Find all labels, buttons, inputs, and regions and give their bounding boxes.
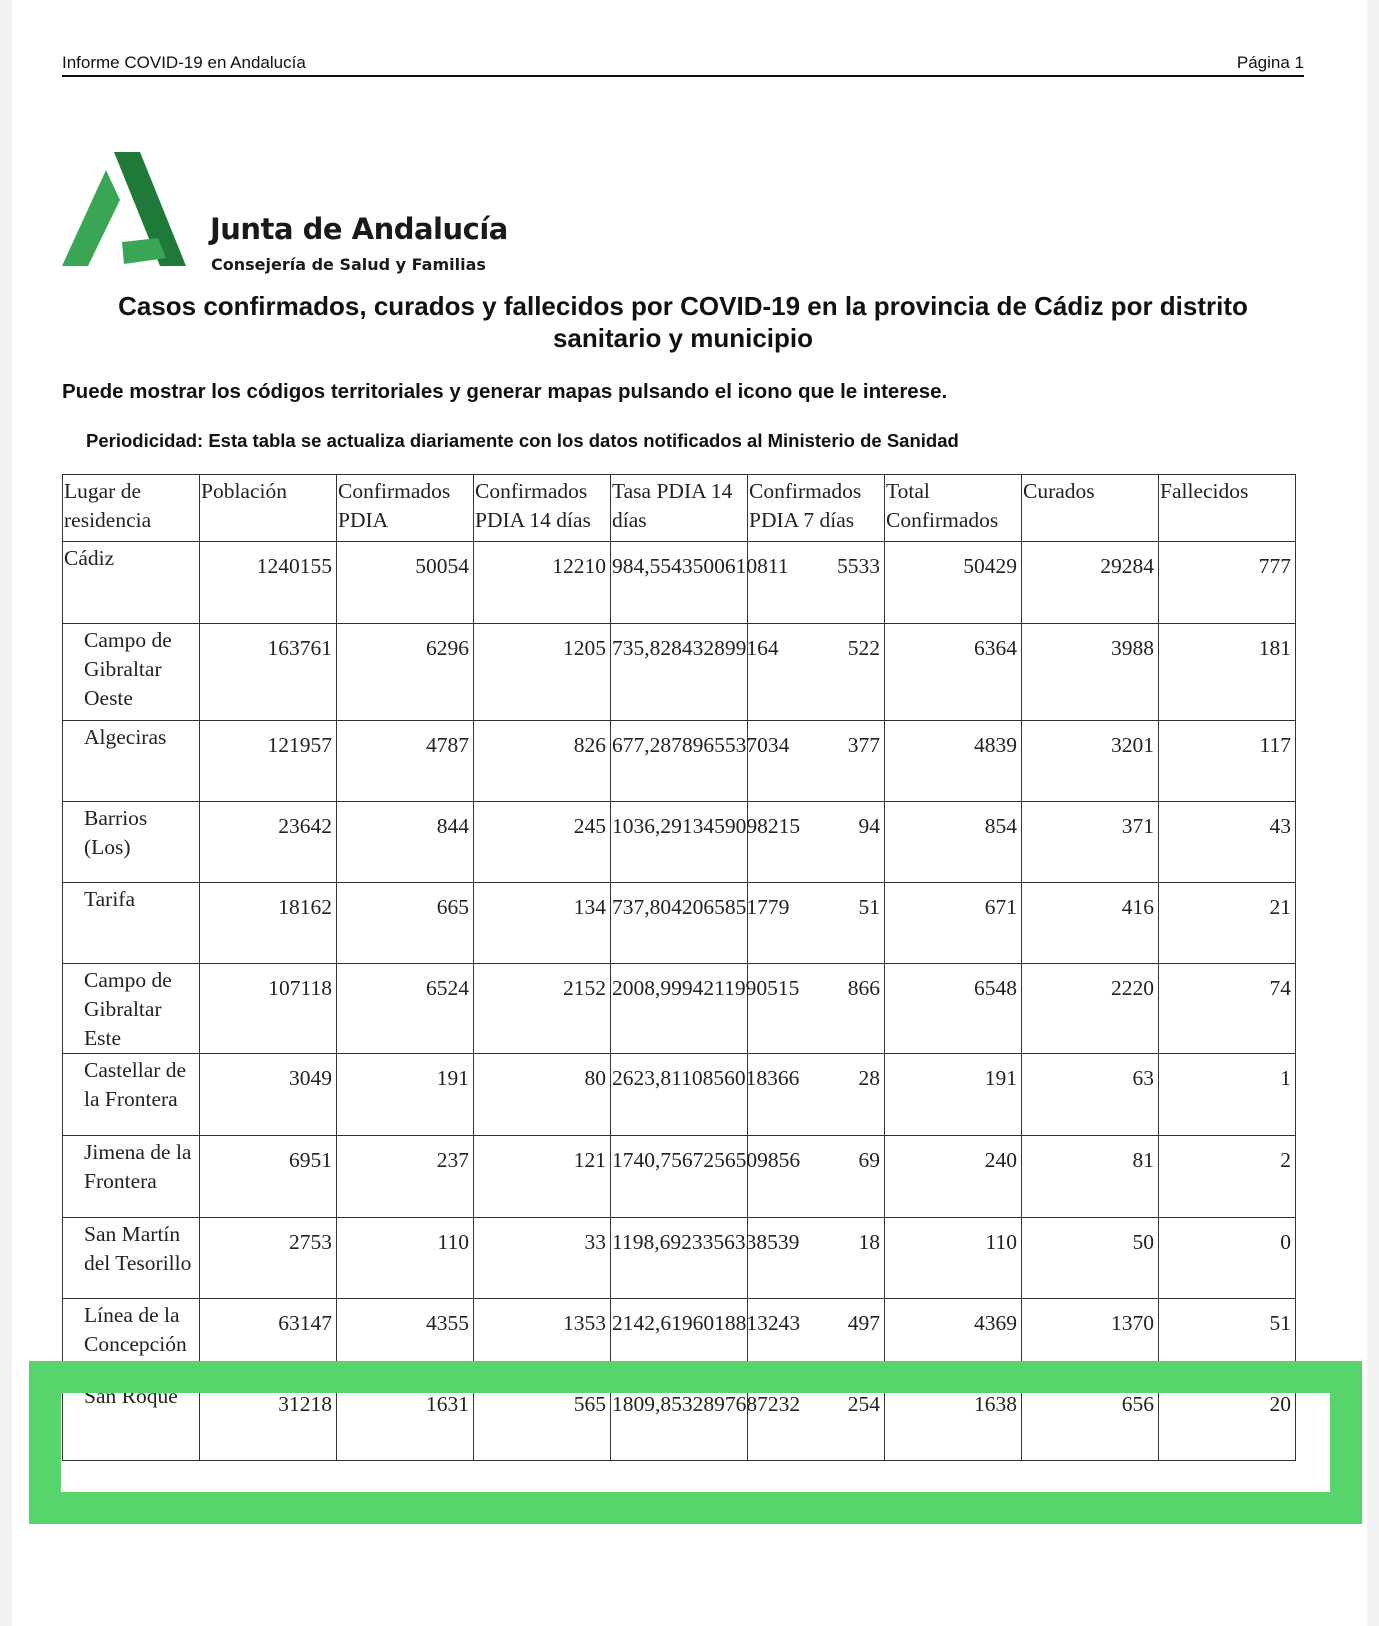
value-cell: 50054 [337, 542, 474, 624]
value-cell: 23642 [200, 802, 337, 883]
value-cell: 2152 [474, 964, 611, 1054]
junta-logo [62, 152, 522, 282]
value-cell: 777 [1159, 542, 1296, 624]
value-cell: 866 [748, 964, 885, 1054]
value-cell: 181 [1159, 624, 1296, 721]
place-name: Tarifa [84, 887, 136, 911]
column-header: Confirmados PDIA [337, 475, 474, 542]
page-number: Página 1 [1236, 53, 1304, 72]
value-cell: 31218 [200, 1380, 337, 1461]
value-cell: 1740,7567256509856 [611, 1136, 748, 1218]
value-cell: 1240155 [200, 542, 337, 624]
column-header: Población [200, 475, 337, 542]
column-header: Tasa PDIA 14 días [611, 475, 748, 542]
value-cell: 134 [474, 883, 611, 964]
value-cell: 63147 [200, 1299, 337, 1380]
report-name: Informe COVID-19 en Andalucía [62, 53, 306, 72]
place-name: Jimena de la Frontera [84, 1140, 192, 1193]
value-cell: 6951 [200, 1136, 337, 1218]
place-name: Castellar de la Frontera [84, 1058, 187, 1111]
value-cell: 0 [1159, 1218, 1296, 1299]
value-cell: 416 [1022, 883, 1159, 964]
column-header: Fallecidos [1159, 475, 1296, 542]
value-cell: 2 [1159, 1136, 1296, 1218]
place-name: Algeciras [84, 725, 167, 749]
periodicity-note: Periodicidad: Esta tabla se actualiza diariamente con los datos notificados al Ministerio de Sanidad [86, 430, 959, 451]
value-cell: 110 [337, 1218, 474, 1299]
value-cell: 826 [474, 721, 611, 802]
value-cell: 1205 [474, 624, 611, 721]
table-row [63, 1136, 1296, 1218]
value-cell: 6296 [337, 624, 474, 721]
value-cell: 737,8042065851779 [611, 883, 748, 964]
value-cell: 984,5543500610811 [611, 542, 748, 624]
value-cell: 20 [1159, 1380, 1296, 1461]
value-cell: 50429 [885, 542, 1022, 624]
table-row [63, 624, 1296, 721]
value-cell: 12210 [474, 542, 611, 624]
value-cell: 1631 [337, 1380, 474, 1461]
column-header: Curados [1022, 475, 1159, 542]
value-cell: 117 [1159, 721, 1296, 802]
place-cell [63, 721, 200, 802]
value-cell: 50 [1022, 1218, 1159, 1299]
value-cell: 18 [748, 1218, 885, 1299]
value-cell: 3049 [200, 1054, 337, 1136]
value-cell: 1198,6923356338539 [611, 1218, 748, 1299]
value-cell: 2142,6196018813243 [611, 1299, 748, 1380]
place-cell [63, 1054, 200, 1136]
value-cell: 497 [748, 1299, 885, 1380]
value-cell: 121957 [200, 721, 337, 802]
place-cell [63, 1218, 200, 1299]
place-name: Barrios (Los) [84, 806, 148, 859]
value-cell: 191 [337, 1054, 474, 1136]
value-cell: 69 [748, 1136, 885, 1218]
value-cell: 28 [748, 1054, 885, 1136]
value-cell: 81 [1022, 1136, 1159, 1218]
table-row [63, 1054, 1296, 1136]
place-name: Línea de la Concepción [84, 1303, 187, 1356]
value-cell: 74 [1159, 964, 1296, 1054]
value-cell: 63 [1022, 1054, 1159, 1136]
value-cell: 2220 [1022, 964, 1159, 1054]
value-cell: 1370 [1022, 1299, 1159, 1380]
value-cell: 110 [885, 1218, 1022, 1299]
table-row [63, 1218, 1296, 1299]
value-cell: 3988 [1022, 624, 1159, 721]
place-name: San Roque [84, 1384, 178, 1408]
value-cell: 377 [748, 721, 885, 802]
page-header [62, 53, 1304, 77]
value-cell: 29284 [1022, 542, 1159, 624]
value-cell: 51 [748, 883, 885, 964]
place-cell [63, 624, 200, 721]
value-cell: 371 [1022, 802, 1159, 883]
place-cell [63, 542, 200, 624]
value-cell: 6548 [885, 964, 1022, 1054]
value-cell: 2008,9994211990515 [611, 964, 748, 1054]
value-cell: 33 [474, 1218, 611, 1299]
value-cell: 656 [1022, 1380, 1159, 1461]
value-cell: 4787 [337, 721, 474, 802]
value-cell: 1638 [885, 1380, 1022, 1461]
value-cell: 191 [885, 1054, 1022, 1136]
value-cell: 735,828432899164 [611, 624, 748, 721]
value-cell: 121 [474, 1136, 611, 1218]
column-header: Total Confirmados [885, 475, 1022, 542]
value-cell: 844 [337, 802, 474, 883]
value-cell: 665 [337, 883, 474, 964]
value-cell: 4369 [885, 1299, 1022, 1380]
column-header: Lugar de residencia [63, 475, 200, 542]
value-cell: 80 [474, 1054, 611, 1136]
place-name: San Martín del Tesorillo [84, 1222, 192, 1275]
value-cell: 522 [748, 624, 885, 721]
place-cell [63, 1136, 200, 1218]
document-title: Casos confirmados, curados y fallecidos por COVID-19 en la provincia de Cádiz por distrito sanitario y municipio [118, 291, 1248, 353]
value-cell: 1809,8532897687232 [611, 1380, 748, 1461]
column-header: Confirmados PDIA 14 días [474, 475, 611, 542]
place-name: Cádiz [64, 546, 115, 570]
value-cell: 565 [474, 1380, 611, 1461]
value-cell: 18162 [200, 883, 337, 964]
value-cell: 94 [748, 802, 885, 883]
value-cell: 6524 [337, 964, 474, 1054]
value-cell: 5533 [748, 542, 885, 624]
value-cell: 163761 [200, 624, 337, 721]
value-cell: 245 [474, 802, 611, 883]
table-row [63, 802, 1296, 883]
value-cell: 6364 [885, 624, 1022, 721]
value-cell: 1036,2913459098215 [611, 802, 748, 883]
value-cell: 237 [337, 1136, 474, 1218]
value-cell: 671 [885, 883, 1022, 964]
place-name: Campo de Gibraltar Este [84, 968, 172, 1050]
table-row [63, 964, 1296, 1054]
value-cell: 1 [1159, 1054, 1296, 1136]
value-cell: 51 [1159, 1299, 1296, 1380]
value-cell: 254 [748, 1380, 885, 1461]
value-cell: 677,2878965537034 [611, 721, 748, 802]
table-row [63, 721, 1296, 802]
table-row [63, 883, 1296, 964]
value-cell: 1353 [474, 1299, 611, 1380]
column-header: Confirmados PDIA 7 días [748, 475, 885, 542]
value-cell: 4839 [885, 721, 1022, 802]
table-row [63, 542, 1296, 624]
value-cell: 4355 [337, 1299, 474, 1380]
value-cell: 854 [885, 802, 1022, 883]
covid-cases-table [62, 474, 1296, 1461]
junta-a-icon [62, 152, 192, 272]
table-header-row [63, 475, 1296, 542]
logo-subtitle: Consejería de Salud y Familias [211, 255, 486, 274]
logo-name: Junta de Andalucía [210, 212, 508, 246]
value-cell: 240 [885, 1136, 1022, 1218]
place-cell [63, 802, 200, 883]
value-cell: 43 [1159, 802, 1296, 883]
place-name: Campo de Gibraltar Oeste [84, 628, 172, 710]
place-cell [63, 964, 200, 1054]
value-cell: 21 [1159, 883, 1296, 964]
highlight-box [29, 1361, 1362, 1524]
place-cell [63, 883, 200, 964]
value-cell: 107118 [200, 964, 337, 1054]
value-cell: 2623,8110856018366 [611, 1054, 748, 1136]
value-cell: 2753 [200, 1218, 337, 1299]
instructions-text: Puede mostrar los códigos territoriales y generar mapas pulsando el icono que le interese. [62, 380, 948, 403]
value-cell: 3201 [1022, 721, 1159, 802]
